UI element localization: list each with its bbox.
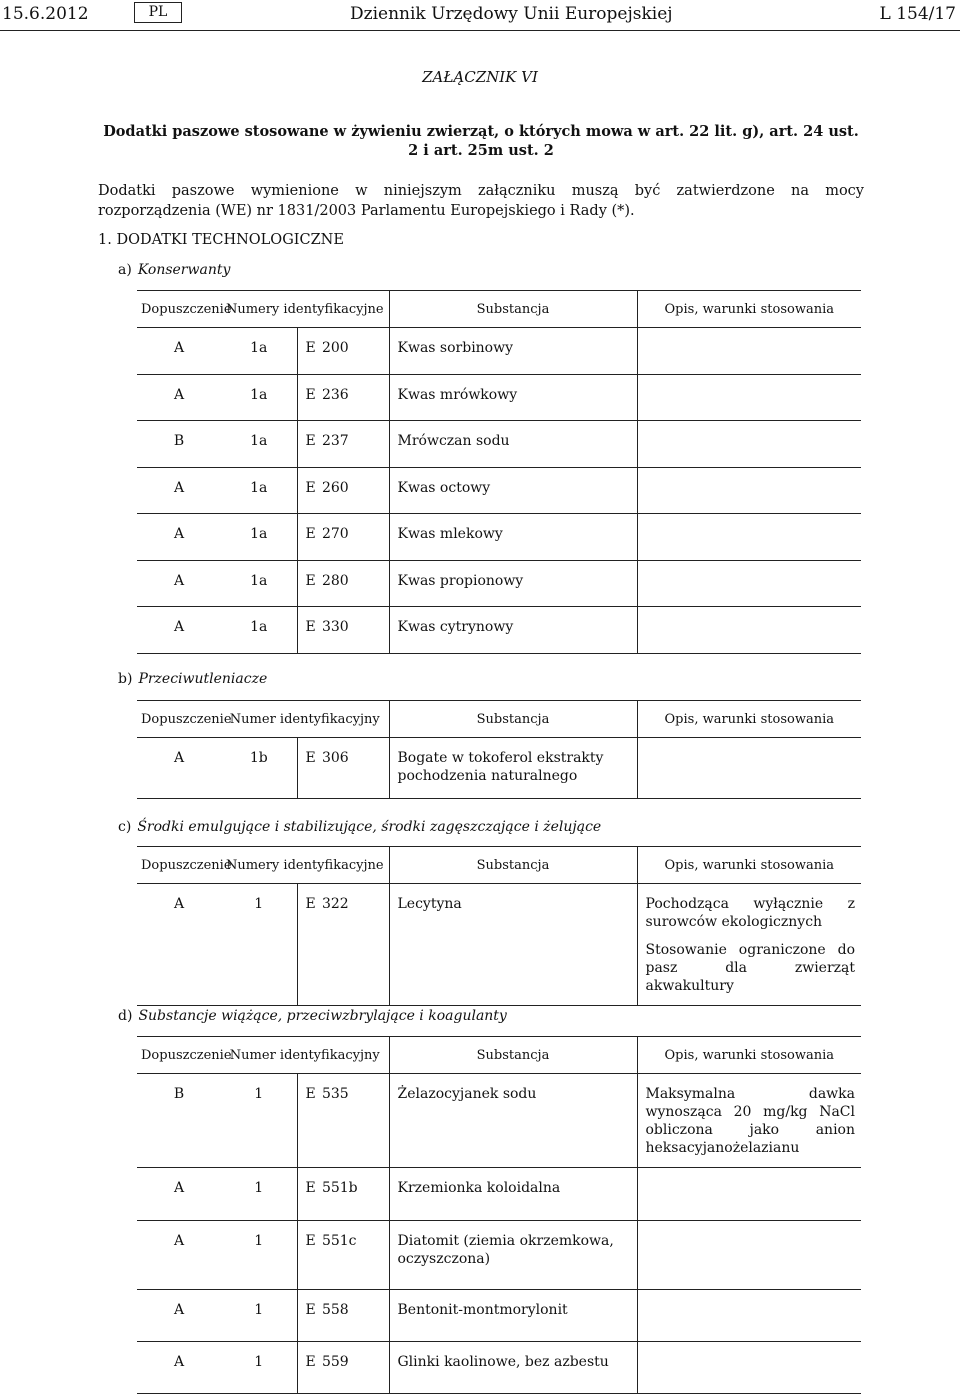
subsection-name: Środki emulgujące i stabilizujące, środki zagęszczające i żelujące [137, 819, 602, 835]
col-header-id: Numery identyfikacyjne [221, 847, 389, 884]
e-number: 260 [321, 479, 349, 496]
substance-cell: Bentonit-montmorylonit [389, 1290, 637, 1342]
table-emulsifiers [137, 846, 861, 1006]
section-title: 1. DODATKI TECHNOLOGICZNE [98, 232, 344, 248]
id-number-cell: 1b [221, 738, 297, 799]
subsection-label: d) [118, 1008, 133, 1024]
id-number-cell: 1a [221, 607, 297, 654]
description-cell [637, 1168, 861, 1221]
e-prefix: E [305, 1086, 316, 1102]
col-header-description: Opis, warunki stosowania [637, 701, 861, 738]
annex-title: ZAŁĄCZNIK VI [422, 68, 538, 86]
id-number-cell: 1 [221, 1221, 297, 1290]
e-prefix: E [305, 526, 316, 542]
table-row [137, 1290, 861, 1342]
e-code-cell [297, 1074, 389, 1168]
table-header-row [137, 847, 861, 884]
authorisation-cell: A [137, 514, 221, 561]
col-header-id: Numer identyfikacyjny [221, 701, 389, 738]
description-cell [637, 560, 861, 607]
description-cell [637, 884, 861, 1006]
authorisation-cell: A [137, 1290, 221, 1342]
id-number-cell: 1 [221, 1342, 297, 1394]
intro-paragraph: Dodatki paszowe wymienione w niniejszym załączniku muszą być zatwierdzone na mocy rozporządzenia (WE) nr 1831/2003 Parlamentu Europejskiego i Rady (*). [98, 183, 864, 219]
e-number: 559 [321, 1354, 349, 1370]
description-cell [637, 738, 861, 799]
col-header-authorisation: Dopuszczenie [137, 291, 221, 328]
description-cell [637, 607, 861, 654]
id-number-cell: 1 [221, 1290, 297, 1342]
e-prefix: E [305, 619, 316, 635]
authorisation-cell: B [137, 1074, 221, 1168]
authorisation-cell: A [137, 1221, 221, 1290]
table-header-row [137, 1037, 861, 1074]
col-header-description: Opis, warunki stosowania [637, 291, 861, 328]
e-code-cell [297, 1168, 389, 1221]
table-binders [137, 1036, 861, 1394]
e-code-cell [297, 607, 389, 654]
e-prefix: E [305, 572, 316, 589]
table-antioxidants [137, 700, 861, 799]
substance-cell: Mrówczan sodu [389, 421, 637, 468]
authorisation-cell: A [137, 607, 221, 654]
page-header [0, 0, 960, 31]
subsection-d-title [118, 1008, 507, 1024]
authorisation-cell: A [137, 467, 221, 514]
substance-cell: Lecytyna [389, 884, 637, 1006]
table-preservatives [137, 290, 861, 654]
table-row [137, 884, 861, 1006]
id-number-cell: 1 [221, 1168, 297, 1221]
table-row [137, 374, 861, 421]
authorisation-cell: A [137, 1342, 221, 1394]
description-text: Maksymalna dawka wynosząca 20 mg/kg NaCl obliczona jako anion heksacyjanożelazianu [645, 1086, 855, 1156]
authorisation-cell: B [137, 421, 221, 468]
id-number-cell: 1a [221, 467, 297, 514]
col-header-description: Opis, warunki stosowania [637, 1037, 861, 1074]
e-prefix: E [305, 1233, 316, 1249]
e-number: 306 [321, 750, 349, 766]
e-prefix: E [305, 386, 316, 403]
e-prefix: E [305, 1180, 316, 1196]
subsection-name: Konserwanty [137, 262, 231, 278]
table-header-row [137, 701, 861, 738]
e-number: 280 [321, 572, 349, 589]
document-heading: Dodatki paszowe stosowane w żywieniu zwierząt, o których mowa w art. 22 lit. g), art. 24 ust. 2 i art. 25m ust. 2 [103, 123, 859, 159]
e-number: 237 [321, 433, 349, 449]
e-code-cell [297, 1221, 389, 1290]
description-cell [637, 374, 861, 421]
subsection-a-title [118, 262, 230, 278]
id-number-cell: 1a [221, 374, 297, 421]
authorisation-cell: A [137, 1168, 221, 1221]
subsection-label: c) [118, 819, 132, 835]
subsection-label: a) [118, 262, 132, 278]
substance-cell: Diatomit (ziemia okrzemkowa, oczyszczona) [389, 1221, 637, 1290]
col-header-substance: Substancja [389, 847, 637, 884]
subsection-b-title [118, 671, 267, 687]
table-row [137, 467, 861, 514]
e-prefix: E [305, 340, 316, 356]
id-number-cell: 1 [221, 884, 297, 1006]
subsection-c-title [118, 819, 601, 835]
e-number: 200 [321, 340, 349, 356]
publication-date: 15.6.2012 [2, 4, 89, 24]
authorisation-cell: A [137, 560, 221, 607]
col-header-description: Opis, warunki stosowania [637, 847, 861, 884]
e-code-cell [297, 374, 389, 421]
substance-cell: Kwas mrówkowy [389, 374, 637, 421]
substance-cell: Żelazocyjanek sodu [389, 1074, 637, 1168]
col-header-authorisation: Dopuszczenie [137, 847, 221, 884]
authorisation-cell: A [137, 328, 221, 375]
e-code-cell [297, 421, 389, 468]
substance-cell: Kwas propionowy [389, 560, 637, 607]
e-prefix: E [305, 433, 316, 449]
authorisation-cell: A [137, 738, 221, 799]
e-number: 270 [321, 526, 349, 542]
e-code-cell [297, 1290, 389, 1342]
table-header-row [137, 291, 861, 328]
e-number: 322 [321, 896, 349, 912]
e-number: 535 [321, 1086, 349, 1102]
description-cell [637, 514, 861, 561]
table-row [137, 514, 861, 561]
id-number-cell: 1 [221, 1074, 297, 1168]
subsection-name: Substancje wiążące, przeciwzbrylające i koagulanty [138, 1008, 507, 1024]
col-header-authorisation: Dopuszczenie [137, 701, 221, 738]
description-cell [637, 328, 861, 375]
table-row [137, 560, 861, 607]
table-row [137, 1168, 861, 1221]
e-number: 551c [321, 1233, 357, 1249]
table-row [137, 607, 861, 654]
e-prefix: E [305, 750, 316, 766]
substance-cell: Kwas cytrynowy [389, 607, 637, 654]
table-row [137, 738, 861, 799]
subsection-label: b) [118, 671, 133, 687]
e-prefix: E [305, 479, 316, 496]
description-text: Pochodząca wyłącznie z surowców ekologicznych [645, 896, 855, 930]
id-number-cell: 1a [221, 560, 297, 607]
table-row [137, 1221, 861, 1290]
substance-cell: Kwas octowy [389, 467, 637, 514]
e-prefix: E [305, 1302, 316, 1318]
language-badge: PL [134, 2, 182, 23]
substance-cell: Kwas mlekowy [389, 514, 637, 561]
e-code-cell [297, 560, 389, 607]
description-cell [637, 1074, 861, 1168]
substance-cell: Glinki kaolinowe, bez azbestu [389, 1342, 637, 1394]
journal-title: Dziennik Urzędowy Unii Europejskiej [350, 4, 673, 24]
e-number: 330 [321, 619, 349, 635]
substance-cell: Krzemionka koloidalna [389, 1168, 637, 1221]
e-code-cell [297, 328, 389, 375]
col-header-id: Numer identyfikacyjny [221, 1037, 389, 1074]
col-header-substance: Substancja [389, 701, 637, 738]
page-number: L 154/17 [879, 4, 956, 24]
col-header-id: Numery identyfikacyjne [221, 291, 389, 328]
e-prefix: E [305, 896, 316, 912]
id-number-cell: 1a [221, 328, 297, 375]
description-cell [637, 467, 861, 514]
description-text: Stosowanie ograniczone do pasz dla zwierząt akwakultury [645, 942, 855, 994]
substance-cell: Kwas sorbinowy [389, 328, 637, 375]
table-row [137, 1074, 861, 1168]
table-row [137, 328, 861, 375]
e-prefix: E [305, 1354, 316, 1370]
table-row [137, 421, 861, 468]
e-code-cell [297, 514, 389, 561]
e-code-cell [297, 467, 389, 514]
id-number-cell: 1a [221, 514, 297, 561]
col-header-authorisation: Dopuszczenie [137, 1037, 221, 1074]
e-number: 558 [321, 1302, 349, 1318]
e-number: 236 [321, 386, 349, 403]
authorisation-cell: A [137, 884, 221, 1006]
authorisation-cell: A [137, 374, 221, 421]
substance-cell: Bogate w tokoferol ekstrakty pochodzenia naturalnego [389, 738, 637, 799]
description-cell [637, 1221, 861, 1290]
col-header-substance: Substancja [389, 291, 637, 328]
description-cell [637, 421, 861, 468]
col-header-substance: Substancja [389, 1037, 637, 1074]
e-code-cell [297, 884, 389, 1006]
e-number: 551b [321, 1180, 358, 1196]
id-number-cell: 1a [221, 421, 297, 468]
description-cell [637, 1290, 861, 1342]
e-code-cell [297, 738, 389, 799]
subsection-name: Przeciwutleniacze [138, 671, 268, 687]
